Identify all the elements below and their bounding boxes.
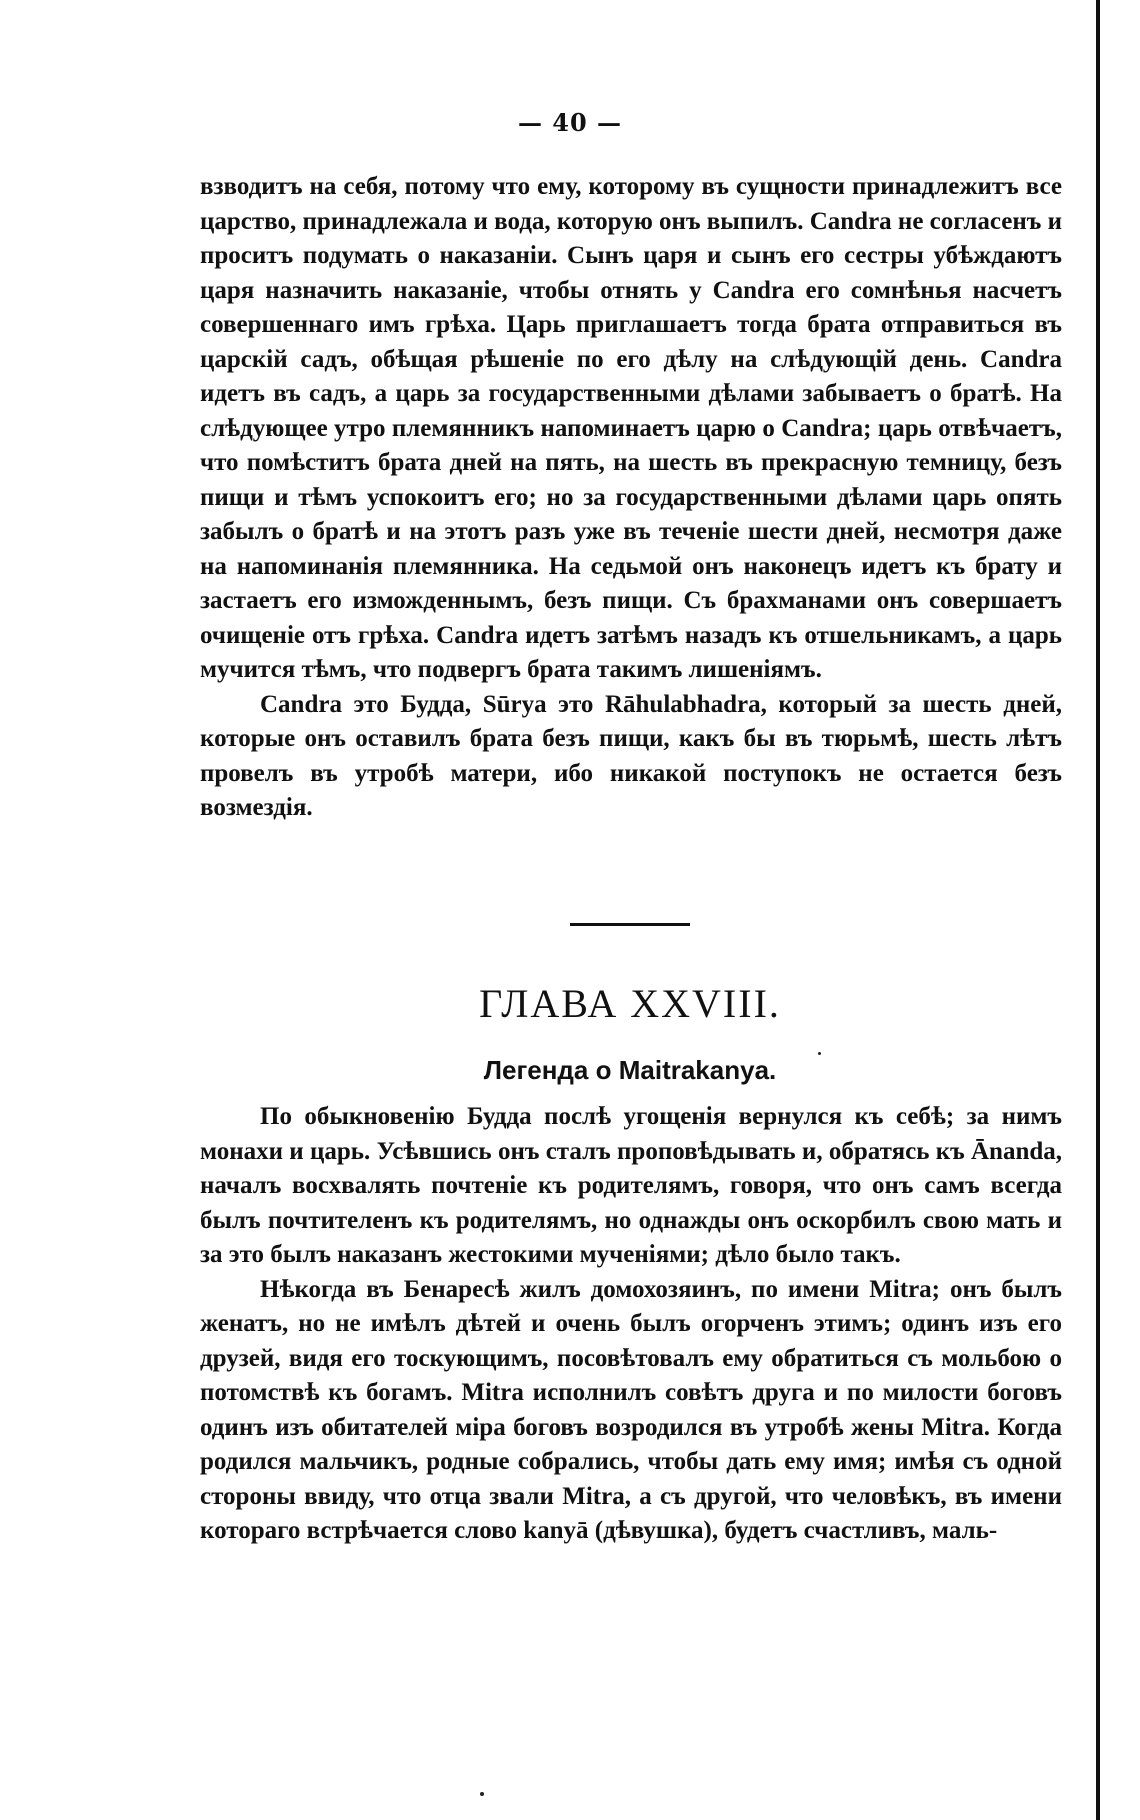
text-block-chapter xyxy=(200,1100,1062,1549)
section-divider xyxy=(570,923,690,926)
paragraph: Candra это Будда, Sūrya это Rāhulabhadra, который за шесть дней, которые онъ оставилъ брата безъ пищи, какъ бы въ тюрьмѣ, шесть лѣтъ провелъ въ утробѣ матери, ибо никакой поступокъ не остается безъ возмездія. xyxy=(200,690,1062,821)
chapter-title: ГЛАВА XXVIII. xyxy=(479,981,781,1026)
paragraph: По обыкновенію Будда послѣ угощенія вернулся къ себѣ; за нимъ монахи и царь. Усѣвшись онъ сталъ проповѣдывать и, обратясь къ Ānanda, началъ восхвалять почтеніе къ родителямъ, говоря, что онъ самъ всегда былъ почтителенъ къ родителямъ, но однажды онъ оскорбилъ свою мать и за это былъ наказанъ жестокими мученіями; дѣло было такъ. xyxy=(200,1103,1062,1268)
page-edge-line xyxy=(1096,0,1100,1820)
paragraph: взводитъ на себя, потому что ему, которому въ сущности принадлежитъ все царство, принадлежала и вода, которую онъ выпилъ. Candra не согласенъ и проситъ подумать о наказаніи. Сынъ царя и сынъ его сестры убѣждаютъ царя назначить наказаніе, чтобы отнять у Candra его сомнѣнья насчетъ совершеннаго имъ грѣха. Царь приглашаетъ тогда брата отправиться въ царскій садъ, обѣщая рѣшеніе по его дѣлу на слѣдующій день. Candra идетъ въ садъ, а царь за государственными дѣлами забываетъ о братѣ. На слѣдующее утро племянникъ напоминаетъ царю о Candra; царь отвѣчаетъ, что помѣститъ брата дней на пять, на шесть въ прекрасную темницу, безъ пищи и тѣмъ успокоитъ его; но за государственными дѣлами царь опять забылъ о братѣ и на этотъ разъ уже въ теченіе шести дней, несмотря даже на напоминанія племянника. На седьмой онъ наконецъ идетъ къ брату и застаетъ его изможденнымъ, безъ пищи. Съ брахманами онъ совершаетъ очищеніе отъ грѣха. Candra идетъ затѣмъ назадъ къ отшельникамъ, а царь мучится тѣмъ, что подвергъ брата такимъ лишеніямъ. xyxy=(200,173,1063,683)
paragraph: Нѣкогда въ Бенаресѣ жилъ домохозяинъ, по имени Mitra; онъ былъ женатъ, но не имѣлъ дѣтей и очень былъ огорченъ этимъ; одинъ изъ его друзей, видя его тоскующимъ, посовѣтовалъ ему обратиться съ мольбою о потомствѣ къ богамъ. Mitra исполнилъ совѣтъ друга и по милости боговъ одинъ изъ обитателей міра боговъ возродился въ утробѣ жены Mitra. Когда родился мальчикъ, родные собрались, чтобы дать ему имя; имѣя съ одной стороны ввиду, что отца звали Mitra, а съ другой, что человѣкъ, въ имени котораго встрѣчается слово kanyā (дѣвушка), будетъ счастливъ, маль- xyxy=(200,1275,1062,1544)
scan-speck xyxy=(818,1052,821,1055)
scan-speck xyxy=(480,1792,484,1796)
text-block-top xyxy=(200,170,1062,826)
chapter-subtitle: Легенда о Maitrakanya. xyxy=(483,1055,777,1085)
page-number: — 40 — xyxy=(517,108,623,137)
